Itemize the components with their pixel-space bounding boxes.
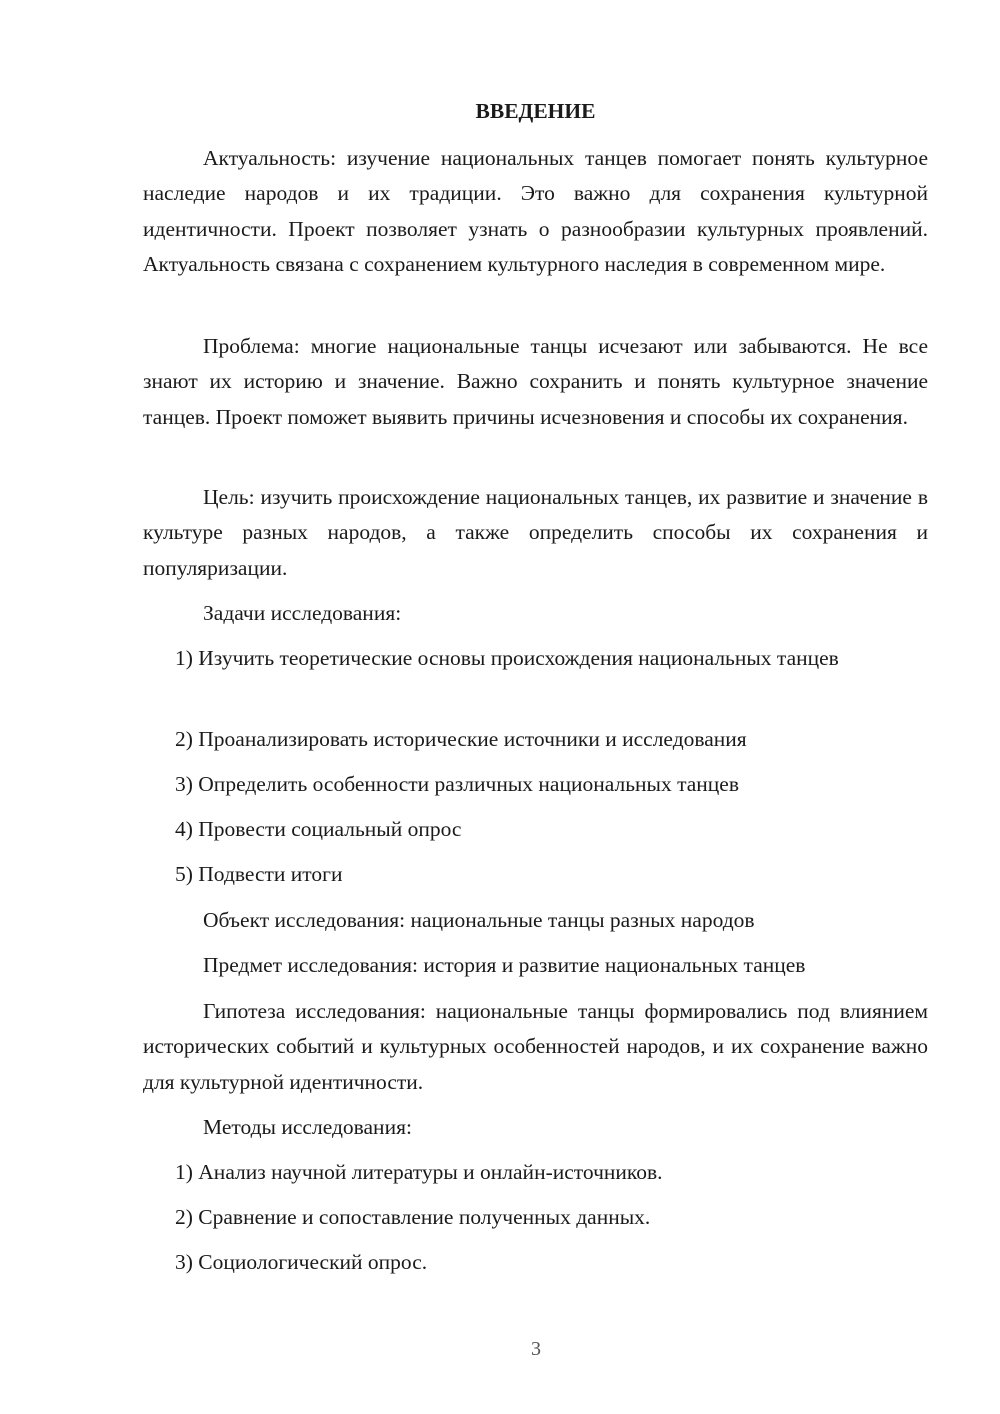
method-item-1: 1) Анализ научной литературы и онлайн-источников. (175, 1160, 663, 1184)
research-subject: Предмет исследования: история и развитие национальных танцев (203, 953, 806, 977)
task-item-2: 2) Проанализировать исторические источники и исследования (175, 727, 747, 751)
section-title: ВВЕДЕНИЕ (475, 99, 596, 123)
problem-paragraph: Проблема: многие национальные танцы исчезают или забываются. Не все знают их историю и значение. Важно сохранить и понять культурное значение танцев. Проект поможет выявить причины исчезновения и способы их сохранения. (143, 334, 928, 429)
task-item-1: 1) Изучить теоретические основы происхождения национальных танцев (175, 646, 839, 670)
research-object: Объект исследования: национальные танцы разных народов (203, 908, 755, 932)
task-item-5: 5) Подвести итоги (175, 862, 343, 886)
method-item-2: 2) Сравнение и сопоставление полученных данных. (175, 1205, 651, 1229)
task-item-4: 4) Провести социальный опрос (175, 817, 462, 841)
goal-paragraph: Цель: изучить происхождение национальных танцев, их развитие и значение в культуре разных народов, а также определить способы их сохранения и популяризации. (143, 485, 928, 580)
task-item-3: 3) Определить особенности различных национальных танцев (175, 772, 739, 796)
page-number: 3 (531, 1338, 541, 1360)
tasks-heading: Задачи исследования: (203, 601, 402, 625)
method-item-3: 3) Социологический опрос. (175, 1250, 428, 1274)
methods-heading: Методы исследования: (203, 1115, 412, 1139)
relevance-paragraph: Актуальность: изучение национальных танцев помогает понять культурное наследие народов и их традиции. Это важно для сохранения культурной идентичности. Проект позволяет узнать о разнообразии культурных проявлений. Актуальность связана с сохранением культурного наследия в современном мире. (143, 146, 928, 276)
hypothesis-paragraph: Гипотеза исследования: национальные танцы формировались под влиянием исторических событий и культурных особенностей народов, и их сохранение важно для культурной идентичности. (143, 999, 928, 1094)
